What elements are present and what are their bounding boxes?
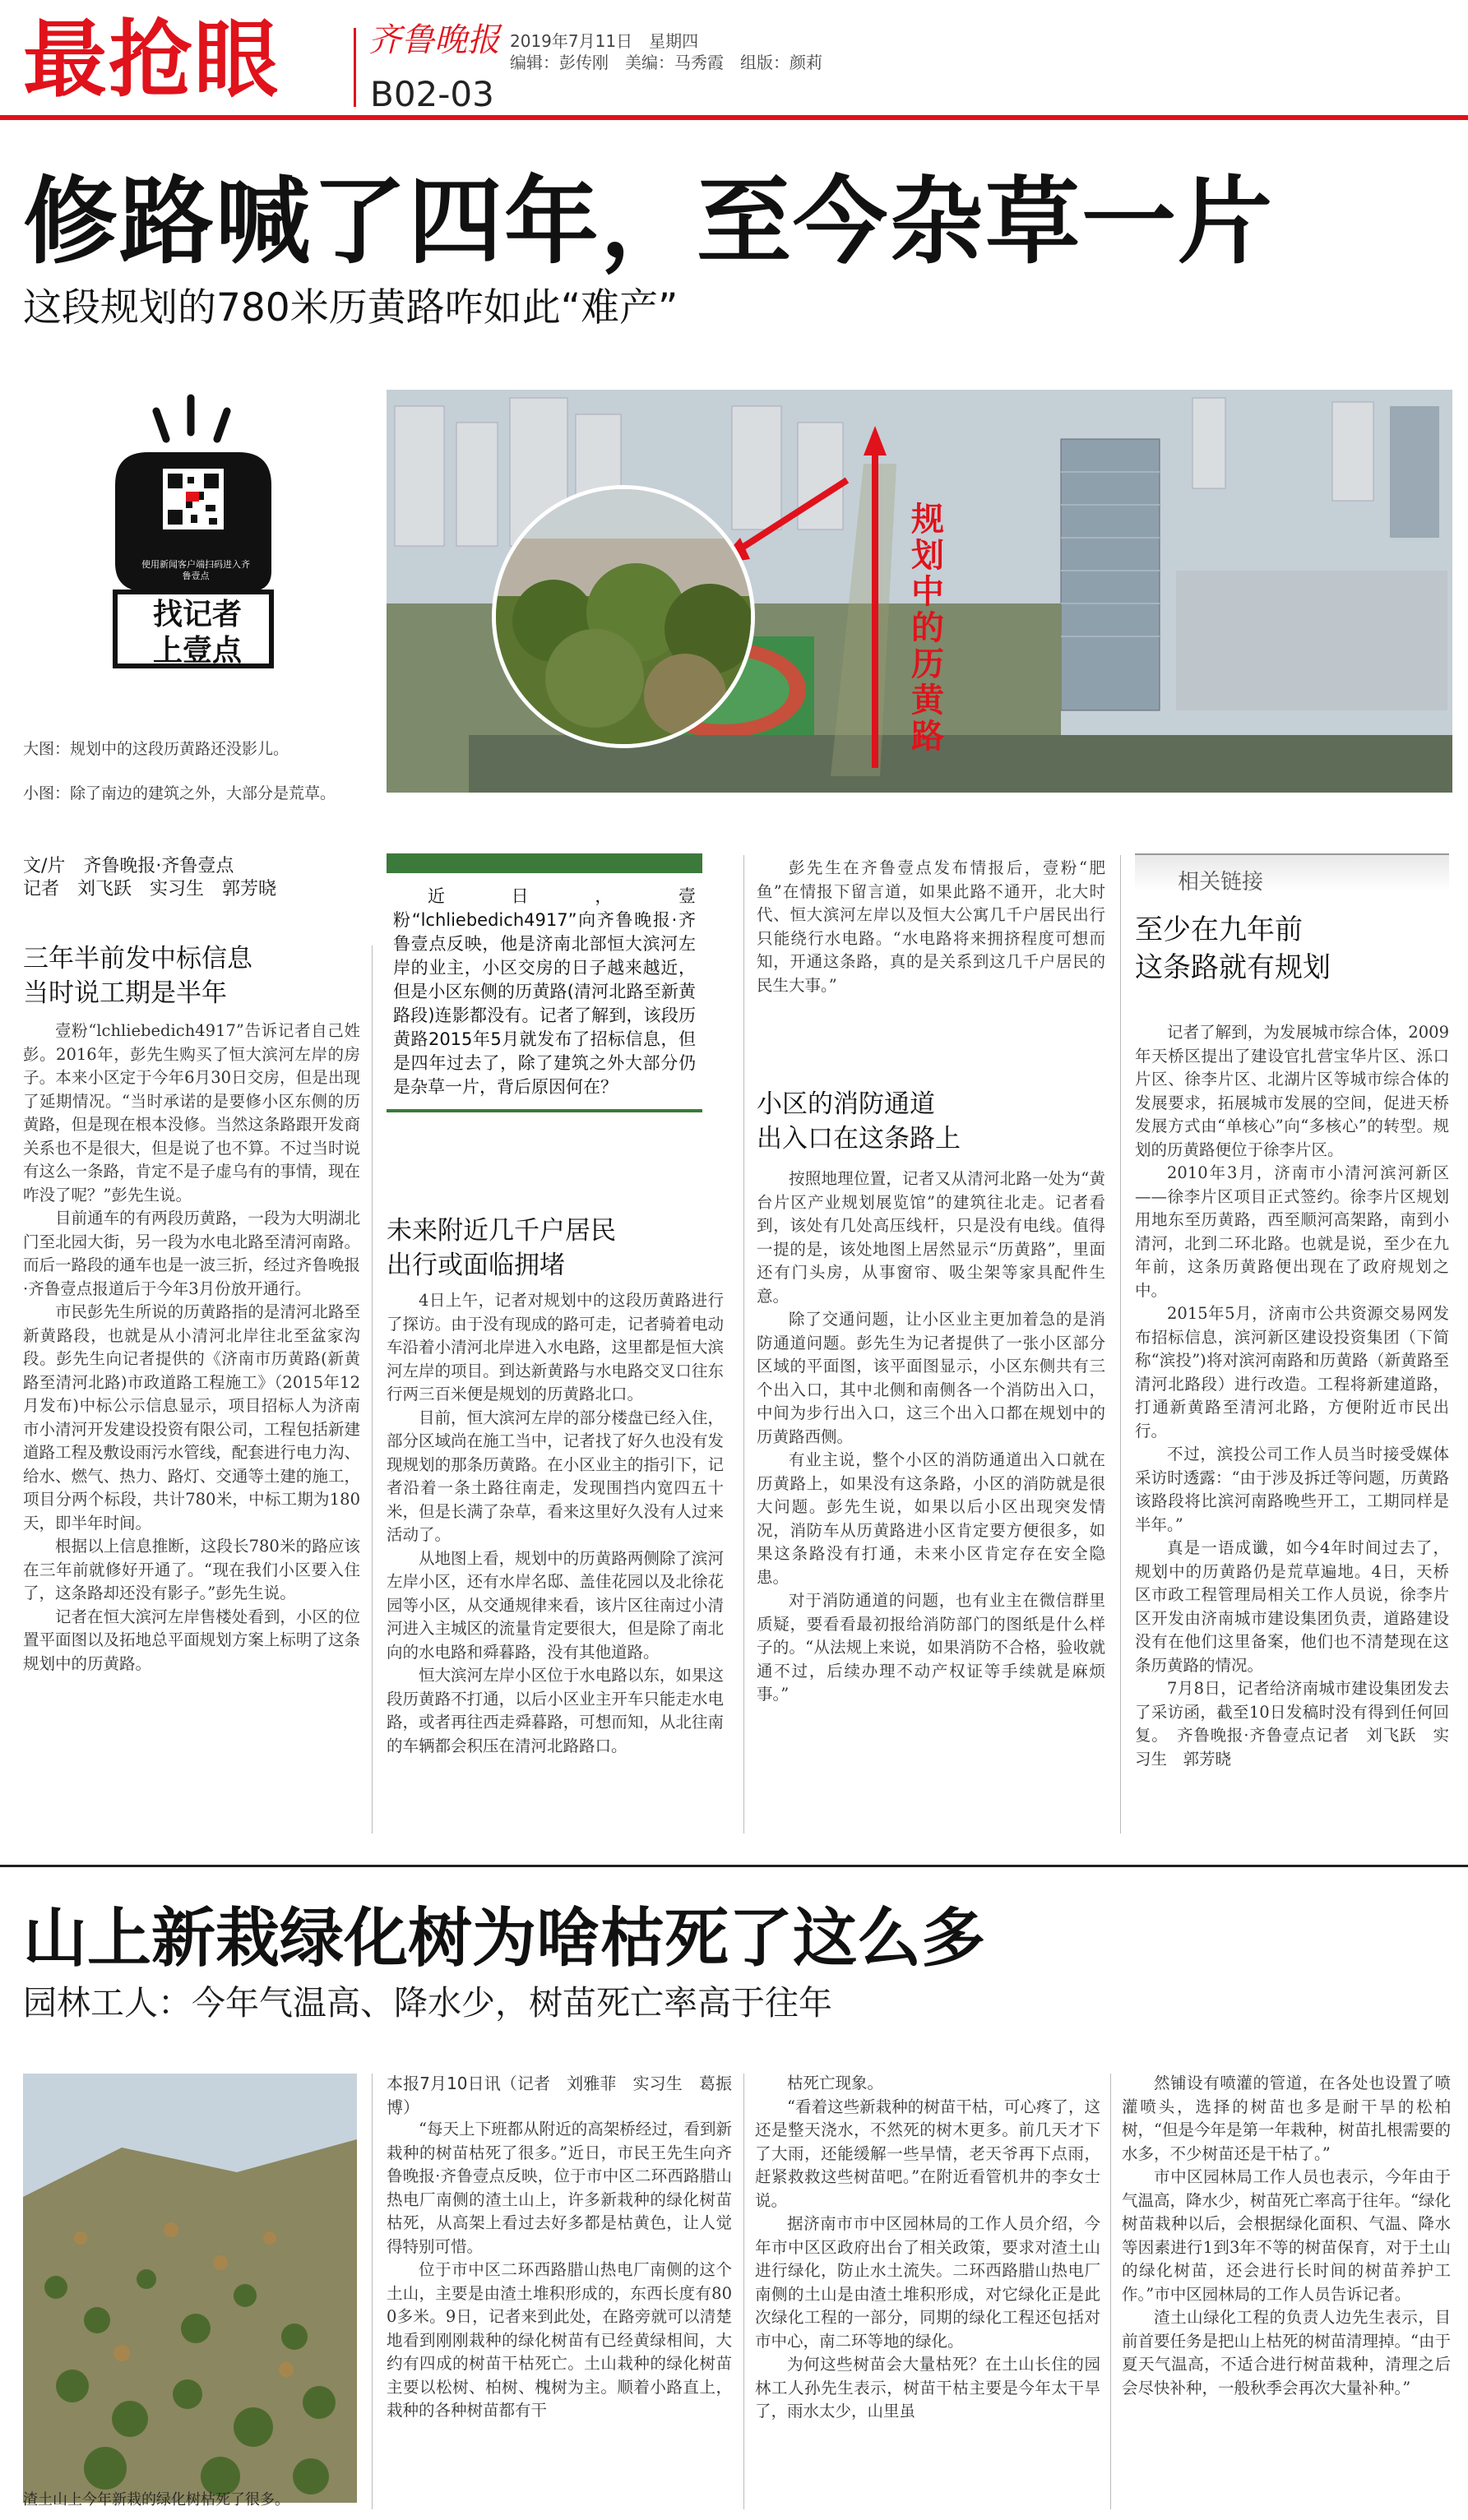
page-number: B02-03 (370, 74, 494, 114)
paragraph: 7月8日，记者给济南城市建设集团发去了采访函，截至10日发稿时没有得到任何回复。 齐鲁晚报·齐鲁壹点记者 刘飞跃 实习生 郭芳晓 (1135, 1679, 1449, 1769)
paragraph: “看着这些新栽种的树苗干枯，可心疼了，这还是整天浇水，不然死的树木更多。前几天才下了大雨，还能缓解一些旱情，老天爷再下点雨，赶紧救救这些树苗吧。”在附近看管机井的李女士说。 (755, 2097, 1100, 2210)
section-title: 最抢眼 (23, 12, 280, 109)
paragraph: 根据以上信息推断，这段长780米的路应该在三年前就修好开通了。“现在我们小区要入住了，这条路却还没有影子。”彭先生说。 (23, 1537, 360, 1602)
photo-caption-main: 大图：规划中的这段历黄路还没影儿。 (23, 740, 289, 758)
story2-column-3 (1122, 2072, 1451, 2400)
column-3 (757, 1168, 1105, 1707)
story2-dateline: 本报7月10日讯（记者 刘雅菲 实习生 葛振博） (387, 2074, 732, 2117)
paragraph: 然铺设有喷灌的管道，在各处也设置了喷灌喷头，选择的树苗也多是耐干旱的松柏树，“但是今年是第一年栽种，树苗扎根需要的水多，不少树苗还是干枯了。” (1122, 2074, 1451, 2163)
story2-subheadline: 园林工人：今年气温高、降水少，树苗死亡率高于往年 (23, 1983, 832, 2023)
column-3-top (757, 857, 1105, 997)
paragraph: 市中区园林局工作人员也表示，今年由于气温高，降水少，树苗死亡率高于往年。“绿化树苗栽种以后，会根据绿化面积、气温、降水等因素进行1到3年不等的树苗保育，对于土山的绿化树苗，还会进行长时间的树苗养护工作。”市中区园林局的工作人员告诉记者。 (1122, 2167, 1451, 2304)
column-2 (387, 1289, 724, 1758)
paragraph: 壹粉“lchliebedich4917”告诉记者自己姓彭。2016年，彭先生购买了恒大滨河左岸的房子。本来小区定于今年6月30日交房，但是出现了延期情况。“当时承诺的是要修小区东侧的历黄路，但是现在根本没修。当然这条路跟开发商关系也不是很大，但是说了也不算。不过当时说有这么一条路，肯定不是子虚乌有的事情，现在咋没了呢？”彭先生说。 (23, 1021, 360, 1205)
paragraph: 不过，滨投公司工作人员当时接受媒体采访时透露：“由于涉及拆迁等问题，历黄路该路段将比滨河南路晚些开工，工期同样是半年。” (1135, 1445, 1449, 1534)
paragraph: 除了交通问题，让小区业主更加着急的是消防通道问题。彭先生为记者提供了一张小区部分区域的平面图，该平面图显示，小区东侧共有三个出入口，其中北侧和南侧各一个消防出入口，中间为步行出入口，这三个出入口都在规划中的历黄路西侧。 (757, 1310, 1105, 1446)
badge-line-1: 找记者 (152, 598, 242, 631)
paragraph: “每天上下班都从附近的高架桥经过，看到新栽种的树苗枯死了很多。”近日，市民王先生向齐鲁晚报·齐鲁壹点反映，位于市中区二环西路腊山热电厂南侧的渣土山上，许多新栽种的绿化树苗枯死，从高架上看过去好多都是枯黄色，让人觉得特别可惜。 (387, 2120, 732, 2256)
issue-date: 2019年7月11日 星期四 (510, 31, 699, 51)
subheading-3: 小区的消防通道 出入口在这条路上 (757, 1089, 961, 1154)
story2-headline: 山上新栽绿化树为啥枯死了这么多 (23, 1902, 986, 1976)
paragraph: 2010年3月，济南市小清河滨河新区——徐李片区项目正式签约。徐李片区规划用地东至历黄路，西至顺河高架路，南到小清河，北到二环北路。也就是说，至少在九年前，这条历黄路便出现在了政府规划之中。 (1135, 1163, 1449, 1300)
column-rule (372, 946, 373, 1833)
byline-reporters: 记者 刘飞跃 实习生 郭芳晓 (23, 879, 277, 899)
column-rule (743, 855, 744, 1833)
paragraph: 恒大滨河左岸小区位于水电路以东，如果这段历黄路不打通，以后小区业主开车只能走水电路，或者再往西走舜暮路，可想而知，从北往南的车辆都会积压在清河北路路口。 (387, 1666, 724, 1755)
paragraph: 位于市中区二环西路腊山热电厂南侧的这个土山，主要是由渣土堆积形成的，东西长度有800多米。9日，记者来到此处，在路旁就可以清楚地看到刚刚栽种的绿化树苗有已经黄绿相间，大约有四成的树苗干枯死亡。土山栽种的绿化树苗主要以松树、柏树、槐树为主。顺着小路直上，栽种的各种树苗都有干 (387, 2260, 732, 2420)
column-rule (372, 2074, 373, 2509)
column-1 (23, 1020, 360, 1676)
hillside-photo (23, 2074, 357, 2503)
column-rule (1120, 855, 1121, 1833)
weeds-photo (496, 489, 751, 744)
subheading-4: 至少在九年前 这条路就有规划 (1135, 913, 1331, 984)
story2-photo (23, 2074, 357, 2503)
paragraph: 真是一语成谶，如今4年时间过去了，规划中的历黄路仍是荒草遍地。4日，天桥区市政工程管理局相关工作人员说，徐李片区开发由济南城市建设集团负责，道路建设没有在他们这里备案，他们也不清楚现在这条历黄路的情况。 (1135, 1538, 1449, 1675)
paragraph: 有业主说，整个小区的消防通道出入口就在历黄路上，如果没有这条路，小区的消防就是很大问题。彭先生说，如果以后小区出现突发情况，消防车从历黄路进小区肯定要方便很多，如果这条路没有打通，未来小区肯定存在安全隐患。 (757, 1450, 1105, 1587)
paragraph: 对于消防通道的问题，也有业主在微信群里质疑，要看看最初报给消防部门的图纸是什么样子的。“从法规上来说，如果消防不合格，验收就通不过，后续办理不动产权证等手续就是麻烦事。” (757, 1591, 1105, 1704)
paragraph: 渣土山绿化工程的负责人边先生表示，目前首要任务是把山上枯死的树苗清理掉。“由于夏天气温高，不适合进行树苗栽种，清理之后会尽快补种，一般秋季会再次大量补种。” (1122, 2308, 1451, 2397)
paragraph: 市民彭先生所说的历黄路指的是清河北路至新黄路段，也就是从小清河北岸往北至盆家沟段。彭先生向记者提供的《济南市历黄路(新黄路至清河北路)市政道路工程施工》（2015年12月发布)中标公示信息显示，项目招标人为济南市小清河开发建设投资有限公司，工程包括新建道路工程及敷设雨污水管线，配套进行电力沟、给水、燃气、热力、路灯、交通等土建的施工，项目分两个标段，共计780米，中标工期为180天，即半年时间。 (23, 1302, 360, 1533)
qr-caption: 使用新闻客户端扫码进入齐鲁壹点 (141, 559, 250, 581)
paragraph: 记者了解到，为发展城市综合体，2009年天桥区提出了建设官扎营宝华片区、泺口片区、徐李片区、北湖片区等城市综合体的发展要求，拓展城市发展的空间，促进天桥发展方式由“单核心”向“多核心”的转型。规划的历黄路便位于徐李片区。 (1135, 1023, 1449, 1159)
column-rule (743, 2074, 744, 2509)
paragraph: 枯死亡现象。 (787, 2074, 884, 2092)
newspaper-logo: 齐鲁晚报 (368, 21, 500, 59)
paragraph: 按照地理位置，记者又从清河北路一处为“黄台片区产业规划展览馆”的建筑往北走。记者看到，该处有几处高压线杆，只是没有电线。值得一提的是，该处地图上居然显示“历黄路”，里面还有门头房，从事窗帘、吸尘架等家具配件生意。 (757, 1169, 1105, 1306)
paragraph: 目前通车的有两段历黄路，一段为大明湖北门至北园大街，另一段为水电北路至清河南路。而后一路段的通车也是一波三折，经过齐鲁晚报·齐鲁壹点报道后于今年3月份放开通行。 (23, 1209, 360, 1298)
story2-column-2 (755, 2072, 1100, 2424)
story2-photo-caption: 渣土山上今年新栽的绿化树枯死了很多。 (23, 2491, 289, 2508)
paragraph: 4日上午，记者对规划中的这段历黄路进行了探访。由于没有现成的路可走，记者骑着电动车沿着小清河北岸进入水电路，这里都是恒大滨河左岸的项目。到达新黄路与水电路交叉口往东行两三百米便是规划的历黄路北口。 (387, 1291, 724, 1403)
paragraph: 目前，恒大滨河左岸的部分楼盘已经入住，部分区域尚在施工当中，记者找了好久也没有发现规划的那条历黄路。在小区业主的指引下，记者沿着一条土路往南走，发现围挡内宽四五十米，但是长满了杂草，看来这里好久没有人过来活动了。 (387, 1408, 724, 1544)
story-divider (0, 1865, 1468, 1867)
paragraph: 为何这些树苗会大量枯死？在土山长住的园林工人孙先生表示，树苗干枯主要是今年太干旱了，雨水太少，山里虽 (755, 2355, 1100, 2421)
editor-credits: 编辑：彭传刚 美编：马秀霞 组版：颜莉 (510, 53, 822, 72)
paragraph: 彭先生在齐鲁壹点发布情报后，壹粉“肥鱼”在情报下留言道，如果此路不通开，北大时代、恒大滨河左岸以及恒大公寓几千户居民出行只能绕行水电路。“水电路将来拥挤程度可想而知，开通这条路，真的是关系到这几千户居民的民生大事。” (757, 858, 1105, 995)
badge-text (123, 597, 271, 669)
subheading-2: 未来附近几千户居民 出行或面临拥堵 (387, 1216, 616, 1280)
story1-subheadline: 这段规划的780米历黄路咋如此“难产” (23, 285, 678, 331)
story1-headline: 修路喊了四年，至今杂草一片 (23, 167, 1275, 277)
related-link-label: 相关链接 (1178, 870, 1264, 895)
byline-source: 文/片 齐鲁晚报·齐鲁壹点 (23, 856, 234, 876)
inset-photo (492, 485, 755, 748)
story2-column-1 (387, 2118, 732, 2423)
column-4 (1135, 1021, 1449, 1771)
column-rule (1110, 2074, 1111, 2509)
subheading-1: 三年半前发中标信息 当时说工期是半年 (23, 944, 252, 1008)
lead-summary: 近日，壹粉“lchliebedich4917”向齐鲁晚报·齐鲁壹点反映，他是济南北部恒大滨河左岸的业主，小区交房的日子越来越近，但是小区东侧的历黄路(清河北路至新黄路段)连影都没有。记者了解到，该段历黄路2015年5月就发布了招标信息，但是四年过去了，除了建筑之外大部分仍是杂草一片，背后原因何在？ (387, 853, 702, 1112)
paragraph: 从地图上看，规划中的历黄路两侧除了滨河左岸小区，还有水岸名邸、盖佳花园以及北徐花园等小区，从交通规律来看，该片区往南过小清河进入主城区的流量肯定要很大，但是除了南北向的水电路和舜暮路，没有其他道路。 (387, 1548, 724, 1662)
paragraph: 记者在恒大滨河左岸售楼处看到，小区的位置平面图以及拓地总平面规划方案上标明了这条规划中的历黄路。 (23, 1607, 360, 1673)
paragraph: 2015年5月，济南市公共资源交易网发布招标信息，滨河新区建设投资集团（下简称“滨投”)将对滨河南路和历黄路（新黄路至清河北路段）进行改造。工程将新建道路，打通新黄路至清河北路，方便附近市民出行。 (1135, 1304, 1449, 1440)
photo-caption-inset: 小图：除了南边的建筑之外，大部分是荒草。 (23, 784, 336, 802)
photo-label: 规划中的历黄路 (911, 501, 944, 756)
masthead-divider (0, 115, 1468, 120)
masthead-rule (354, 28, 356, 107)
badge-line-2: 上壹点 (152, 634, 242, 668)
paragraph: 据济南市市中区园林局的工作人员介绍，今年市中区区政府出台了相关政策，要求对渣土山进行绿化，防止水土流失。二环西路腊山热电厂南侧的土山是由渣土堆积形成，对它绿化正是此次绿化工程的一部分，同期的绿化工程还包括对市中心，南二环等地的绿化。 (755, 2214, 1100, 2351)
